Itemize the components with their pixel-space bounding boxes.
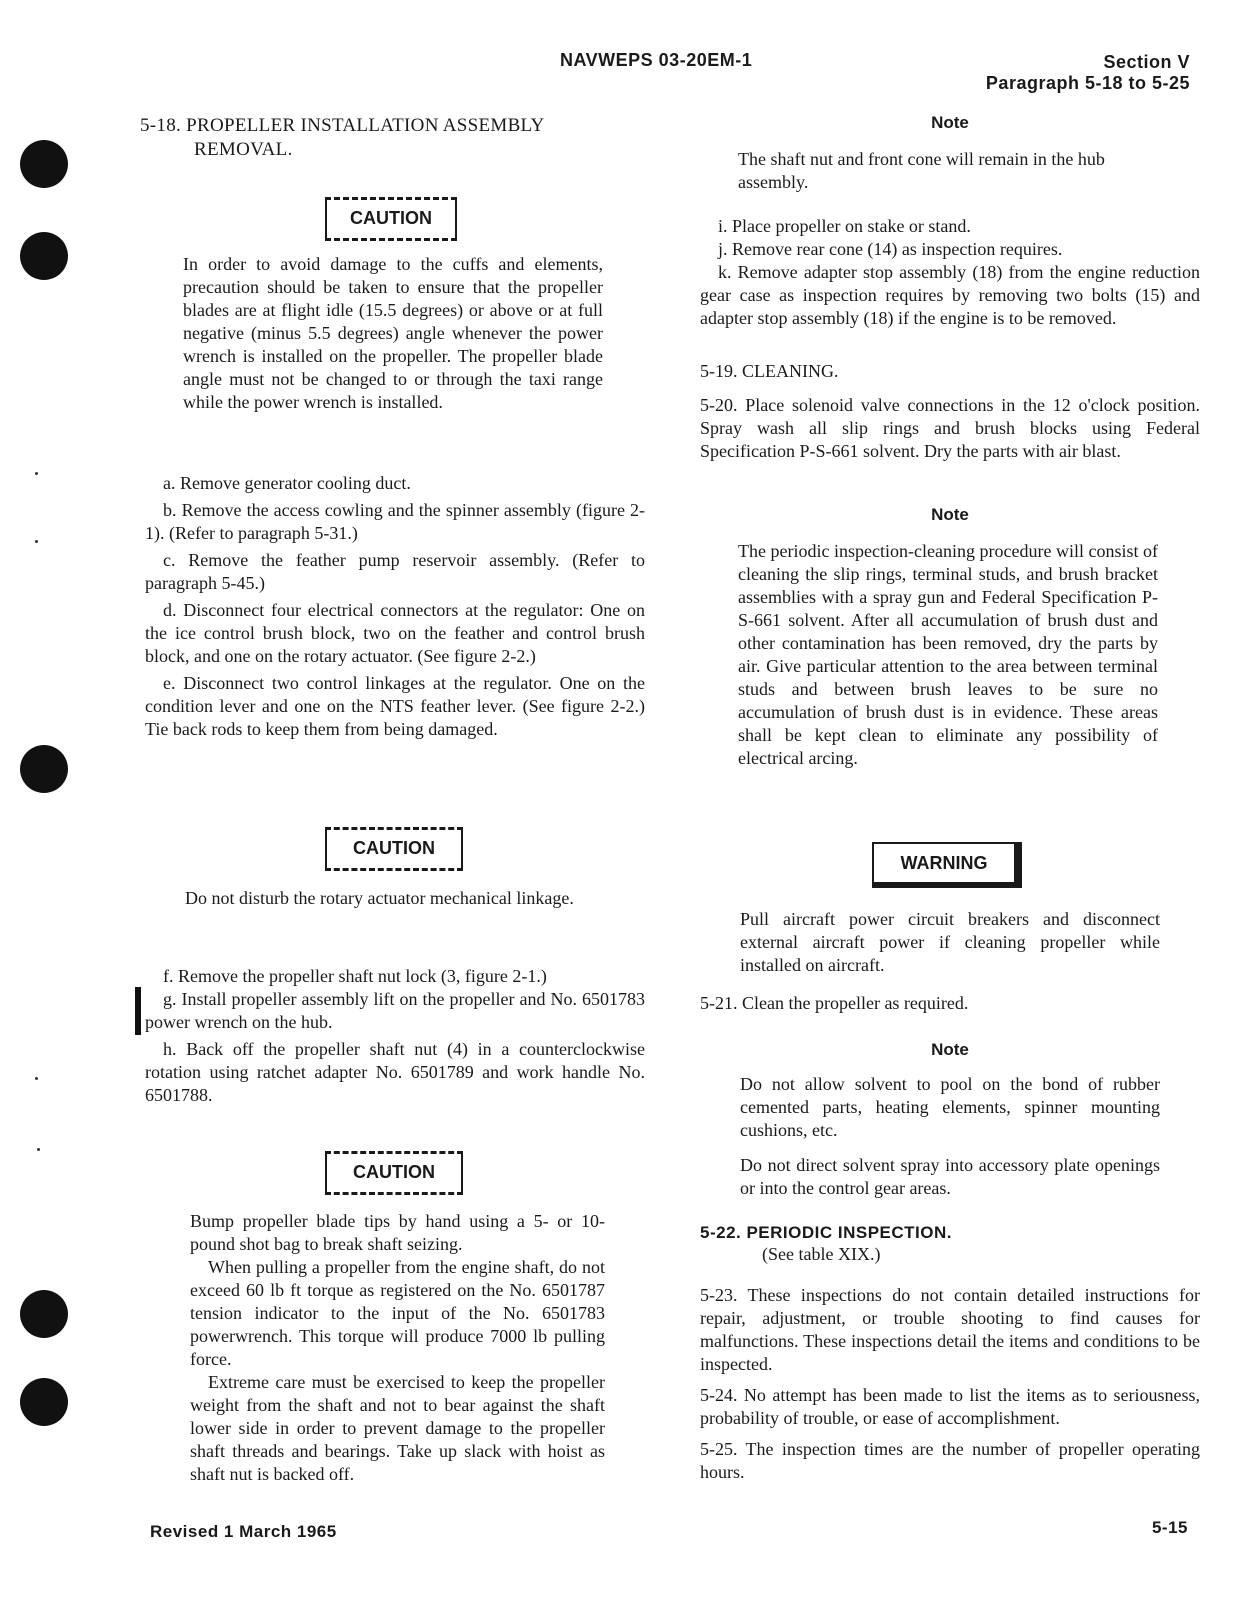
- procedure-steps: [145, 472, 645, 741]
- note-label: Note: [931, 1040, 969, 1059]
- inspection-paragraphs: [700, 1284, 1200, 1484]
- note-paragraph: Do not direct solvent spray into accessory plate openings or into the control gear areas.: [740, 1155, 1160, 1198]
- note-text-block: [740, 1073, 1160, 1200]
- step-d: d. Disconnect four electrical connectors at the regulator: One on the ice control brush block, two on the feather and control brush block, and one on the rotary actuator. (See figure 2-2.): [145, 600, 645, 666]
- procedure-steps: [145, 965, 645, 1107]
- margin-mark: [37, 1148, 40, 1151]
- note-label: Note: [931, 505, 969, 524]
- binder-hole: [20, 1378, 68, 1426]
- section-heading-5-19: 5-19. CLEANING.: [700, 361, 839, 381]
- caution-label: CAUTION: [325, 197, 457, 241]
- revision-date: Revised 1 March 1965: [150, 1522, 337, 1541]
- paragraph-5-20: 5-20. Place solenoid valve connections in the 12 o'clock position. Spray wash all slip rings and brush blocks using Federal Specification P-S-661 solvent. Dry the parts with air blast.: [700, 395, 1200, 461]
- step-g: g. Install propeller assembly lift on the propeller and No. 6501783 power wrench on the hub.: [145, 989, 645, 1032]
- section-heading-5-22: [700, 1223, 1200, 1266]
- binder-hole: [20, 1290, 68, 1338]
- warning-label: WARNING: [872, 842, 1022, 888]
- procedure-steps: [700, 215, 1200, 330]
- binder-hole: [20, 745, 68, 793]
- heading-subtext: (See table XIX.): [762, 1244, 881, 1264]
- heading-line: REMOVAL.: [194, 139, 293, 160]
- note-text: The periodic inspection-cleaning procedure will consist of cleaning the slip rings, terminal studs, and brush bracket assemblies with a spray gun and Federal Specification P-S-661 solvent. After all accumulation of brush dust and other contamination has been removed, dry the parts by air. Give particular attention to the area between terminal studs and between brush leaves to be sure no accumulation of brush dust is in evidence. These areas shall be kept clean to eliminate any possibility of electrical arcing.: [738, 541, 1158, 768]
- page-number: 5-15: [1151, 1518, 1188, 1537]
- step-c: c. Remove the feather pump reservoir assembly. (Refer to paragraph 5-45.): [145, 550, 645, 593]
- section-heading-5-18: [140, 114, 620, 162]
- step-e: e. Disconnect two control linkages at the regulator. One on the condition lever and one on the NTS feather lever. (See figure 2-2.) Tie back rods to keep them from being damaged.: [145, 673, 645, 739]
- note-text: The shaft nut and front cone will remain in the hub assembly.: [738, 149, 1105, 192]
- step-h: h. Back off the propeller shaft nut (4) in a counterclockwise rotation using ratchet adapter No. 6501789 and work handle No. 6501788.: [145, 1039, 645, 1105]
- paragraph-5-21: 5-21. Clean the propeller as required.: [700, 993, 969, 1013]
- paragraph-5-24: 5-24. No attempt has been made to list the items as to seriousness, probability of trouble, or ease of accomplishment.: [700, 1385, 1200, 1428]
- step-i: i. Place propeller on stake or stand.: [718, 216, 971, 236]
- caution-label: CAUTION: [325, 827, 463, 871]
- caution-text-block: [190, 1210, 605, 1486]
- step-f: f. Remove the propeller shaft nut lock (3, figure 2-1.): [163, 966, 547, 986]
- step-a: a. Remove generator cooling duct.: [163, 473, 411, 493]
- caution-text: Do not disturb the rotary actuator mechanical linkage.: [185, 888, 574, 908]
- margin-mark: [35, 472, 38, 475]
- heading-text: 5-22. PERIODIC INSPECTION.: [700, 1223, 952, 1242]
- change-bar: [135, 987, 141, 1035]
- caution-paragraph: Extreme care must be exercised to keep the propeller weight from the shaft and not to bear against the shaft lower side in order to prevent damage to the propeller shaft threads and bearings. Take up slack with hoist as shaft nut is backed off.: [190, 1372, 605, 1484]
- section-label: Section V: [1103, 52, 1190, 72]
- binder-hole: [20, 232, 68, 280]
- paragraph-range: Paragraph 5-18 to 5-25: [985, 73, 1190, 93]
- margin-mark: [35, 540, 38, 543]
- step-k: k. Remove adapter stop assembly (18) from the engine reduction gear case as inspection requires by removing two bolts (15) and adapter stop assembly (18) if the engine is to be removed.: [700, 262, 1200, 328]
- binder-hole: [20, 140, 68, 188]
- warning-text: Pull aircraft power circuit breakers and disconnect external aircraft power if cleaning propeller while installed on aircraft.: [740, 909, 1160, 975]
- paragraph-5-25: 5-25. The inspection times are the number of propeller operating hours.: [700, 1439, 1200, 1482]
- note-label: Note: [931, 113, 969, 132]
- caution-text: In order to avoid damage to the cuffs and elements, precaution should be taken to ensure that the propeller blades are at flight idle (15.5 degrees) or above or at full negative (minus 5.5 degrees) angle whenever the power wrench is installed on the propeller. The propeller blade angle must not be changed to or through the taxi range while the power wrench is installed.: [183, 254, 603, 412]
- paragraph-5-23: 5-23. These inspections do not contain detailed instructions for repair, adjustment, or trouble shooting to find causes for malfunctions. These inspections detail the items and conditions to be inspected.: [700, 1285, 1200, 1374]
- heading-line: 5-18. PROPELLER INSTALLATION ASSEMBLY: [140, 115, 545, 136]
- caution-paragraph: Bump propeller blade tips by hand using a 5- or 10-pound shot bag to break shaft seizing.: [190, 1211, 605, 1254]
- document-id: NAVWEPS 03-20EM-1: [560, 50, 753, 70]
- note-paragraph: Do not allow solvent to pool on the bond of rubber cemented parts, heating elements, spinner mounting cushions, etc.: [740, 1074, 1160, 1140]
- caution-label: CAUTION: [325, 1151, 463, 1195]
- margin-mark: [35, 1077, 38, 1080]
- caution-paragraph: When pulling a propeller from the engine shaft, do not exceed 60 lb ft torque as registered on the No. 6501787 tension indicator to the input of the No. 6501783 powerwrench. This torque will produce 7000 lb pulling force.: [190, 1257, 605, 1369]
- step-j: j. Remove rear cone (14) as inspection requires.: [718, 239, 1063, 259]
- step-b: b. Remove the access cowling and the spinner assembly (figure 2-1). (Refer to paragraph 5-31.): [145, 500, 645, 543]
